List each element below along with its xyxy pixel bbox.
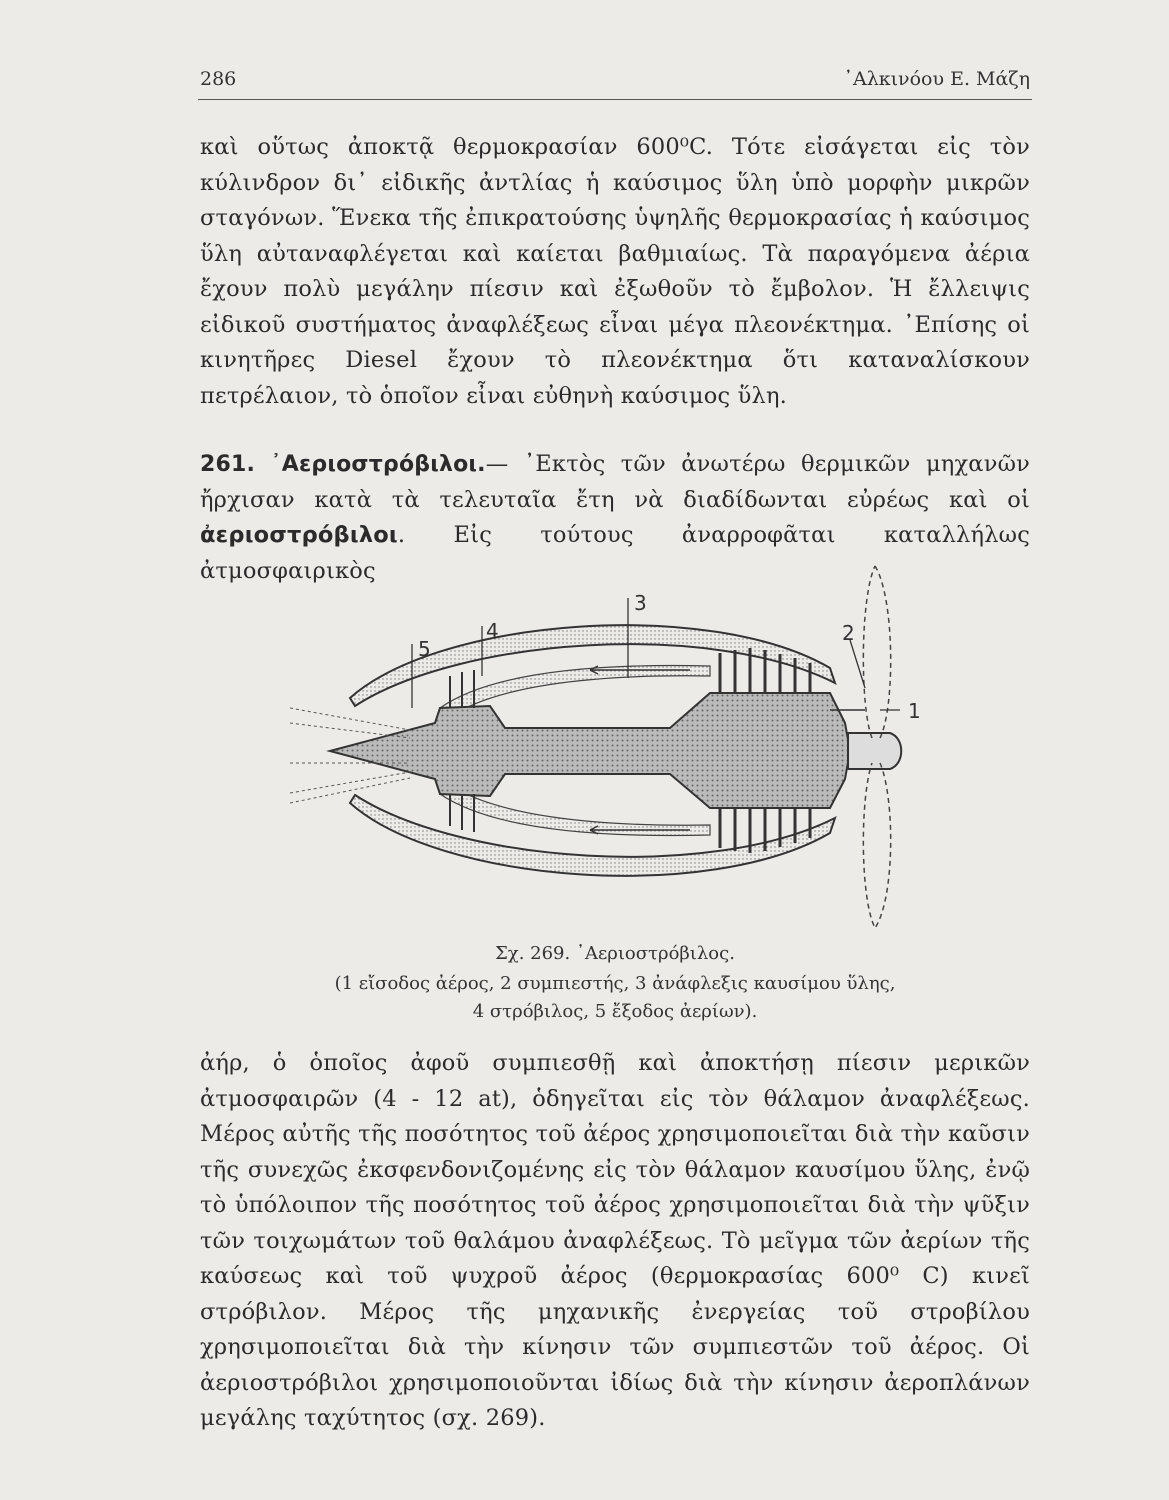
label-4: 4: [486, 619, 499, 643]
label-1: 1: [908, 699, 921, 723]
paragraph-1: καὶ οὕτως ἀποκτᾷ θερμοκρασίαν 600⁰C. Τότε εἰσάγεται εἰς τὸν κύλινδρον δι᾿ εἰδικῆς ἀντλίας ἡ καύσιμος ὕλη ὑπὸ μορφὴν μικρῶν σταγόνων. Ἕνεκα τῆς ἐπικρατούσης ὑψηλῆς θερμοκρασίας ἡ καύσιμος ὕλη αὐταναφλέγεται καὶ καίεται βαθμιαίως. Τὰ παραγόμενα ἀέρια ἔχουν πολὺ μεγάλην πίεσιν καὶ ἐξωθοῦν τὸ ἔμβολον. Ἡ ἔλλειψις εἰδικοῦ συστήματος ἀναφλέξεως εἶναι μέγα πλεονέκτημα. ᾿Επίσης οἱ κινητῆρες Diesel ἔχουν τὸ πλεονέκτημα ὅτι καταναλίσκουν πετρέλαιον, τὸ ὁποῖον εἶναι εὐθηνὴ καύσιμος ὕλη.: [200, 134, 1030, 409]
section-text-b: . Εἰς τούτους ἀναρροφᾶται καταλλήλως ἀτμοσφαιρικὸς: [200, 522, 1030, 584]
caption-line-3: 4 στρόβιλος, 5 ἔξοδος ἀερίων).: [472, 1001, 758, 1022]
label-2: 2: [842, 621, 855, 645]
section-number: 261.: [200, 452, 256, 477]
section-title: ᾿Αεριοστρόβιλοι.: [270, 452, 486, 477]
label-5: 5: [418, 637, 431, 661]
bold-term: ἀεριοστρόβιλοι: [200, 522, 398, 548]
caption-line-2: (1 εἴσοδος ἀέρος, 2 συμπιεστής, 3 ἀνάφλεξις καυσίμου ὕλης,: [334, 973, 896, 994]
paragraph-3: ἀήρ, ὁ ὁποῖος ἀφοῦ συμπιεσθῇ καὶ ἀποκτήσῃ πίεσιν μερικῶν ἀτμοσφαιρῶν (4 - 12 at), ὁδηγεῖται εἰς τὸν θάλαμον ἀναφλέξεως. Μέρος αὐτῆς τῆς ποσότητος τοῦ ἀέρος χρησιμοποιεῖται διὰ τὴν καῦσιν τῆς συνεχῶς ἐκσφενδονιζομένης εἰς τὸν θάλαμον καυσίμου ὕλης, ἐνῷ τὸ ὑπόλοιπον τῆς ποσότητος τοῦ ἀέρος χρησιμοποιεῖται διὰ τὴν ψῦξιν τῶν τοιχωμάτων τοῦ θαλάμου ἀναφλέξεως. Τὸ μεῖγμα τῶν ἀερίων τῆς καύσεως καὶ τοῦ ψυχροῦ ἀέρος (θερμοκρασίας 600⁰ C) κινεῖ στρόβιλον. Μέρος τῆς μηχανικῆς ἐνεργείας τοῦ στροβίλου χρησιμοποιεῖται διὰ τὴν κίνησιν τῶν συμπιεστῶν τοῦ ἀέρος. Οἱ ἀεριοστρόβιλοι χρησιμοποιοῦνται ἰδίως διὰ τὴν κίνησιν ἀεροπλάνων μεγάλης ταχύτητος (σχ. 269).: [200, 1050, 1030, 1431]
rotor-shaft: [330, 693, 850, 808]
page-header: [200, 68, 1030, 98]
caption-title: Σχ. 269. ᾿Αεριοστρόβιλος.: [495, 943, 735, 964]
label-3: 3: [634, 591, 647, 615]
page-number: 286: [200, 68, 237, 90]
gas-turbine-figure: [290, 558, 930, 938]
header-rule: [198, 99, 1032, 100]
gas-turbine-diagram: [290, 558, 930, 938]
intake-nose: [848, 733, 901, 769]
section-text-a: — ᾿Εκτὸς τῶν ἀνωτέρω θερμικῶν μηχανῶν ἤρχισαν κατὰ τὰ τελευταῖα ἔτη νὰ διαδίδωνται εὐρέως καὶ οἱ: [200, 451, 1030, 513]
running-head: ᾿Αλκινόου Ε. Μάζη: [843, 68, 1030, 90]
